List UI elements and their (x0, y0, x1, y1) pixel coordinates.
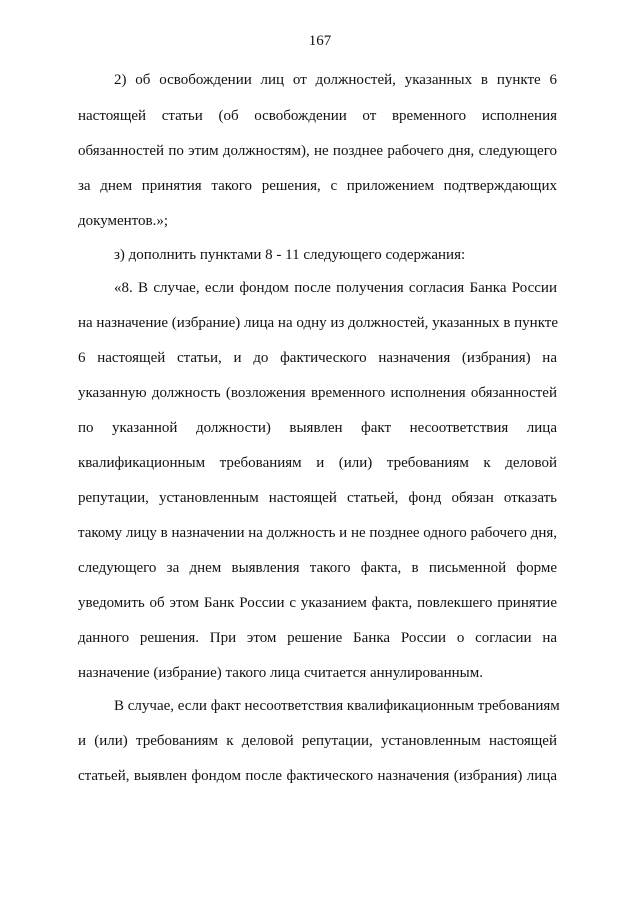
text-line: уведомить об этом Банк России с указанием факта, повлекшего принятие (78, 595, 557, 611)
text-line: документов.»; (78, 213, 169, 229)
text-line: 6 настоящей статьи, и до фактического назначения (избрания) на (78, 350, 557, 366)
text-line: такому лицу в назначении на должность и не позднее одного рабочего дня, (78, 525, 557, 541)
text-line: за днем принятия такого решения, с приложением подтверждающих (78, 178, 557, 194)
text-line: «8. В случае, если фондом после получения согласия Банка России (114, 280, 557, 296)
text-line: и (или) требованиям к деловой репутации, установленным настоящей (78, 733, 557, 749)
page-number: 167 (308, 33, 332, 49)
text-line: по указанной должности) выявлен факт несоответствия лица (78, 420, 557, 436)
text-line: репутации, установленным настоящей статьей, фонд обязан отказать (78, 490, 557, 506)
text-line: з) дополнить пунктами 8 - 11 следующего содержания: (114, 247, 466, 263)
text-line: данного решения. При этом решение Банка России о согласии на (78, 630, 557, 646)
text-line: настоящей статьи (об освобождении от временного исполнения (78, 108, 557, 124)
text-line: обязанностей по этим должностям), не позднее рабочего дня, следующего (78, 143, 557, 159)
text-line: указанную должность (возложения временного исполнения обязанностей (78, 385, 557, 401)
text-line: на назначение (избрание) лица на одну из должностей, указанных в пункте (78, 315, 559, 331)
text-line: следующего за днем выявления такого факта, в письменной форме (78, 560, 557, 576)
text-line: В случае, если факт несоответствия квалификационным требованиям (114, 698, 560, 714)
text-line: статьей, выявлен фондом после фактического назначения (избрания) лица (78, 768, 557, 784)
text-line: 2) об освобождении лиц от должностей, указанных в пункте 6 (114, 72, 557, 88)
text-line: назначение (избрание) такого лица считается аннулированным. (78, 665, 483, 681)
text-line: квалификационным требованиям и (или) требованиям к деловой (78, 455, 557, 471)
